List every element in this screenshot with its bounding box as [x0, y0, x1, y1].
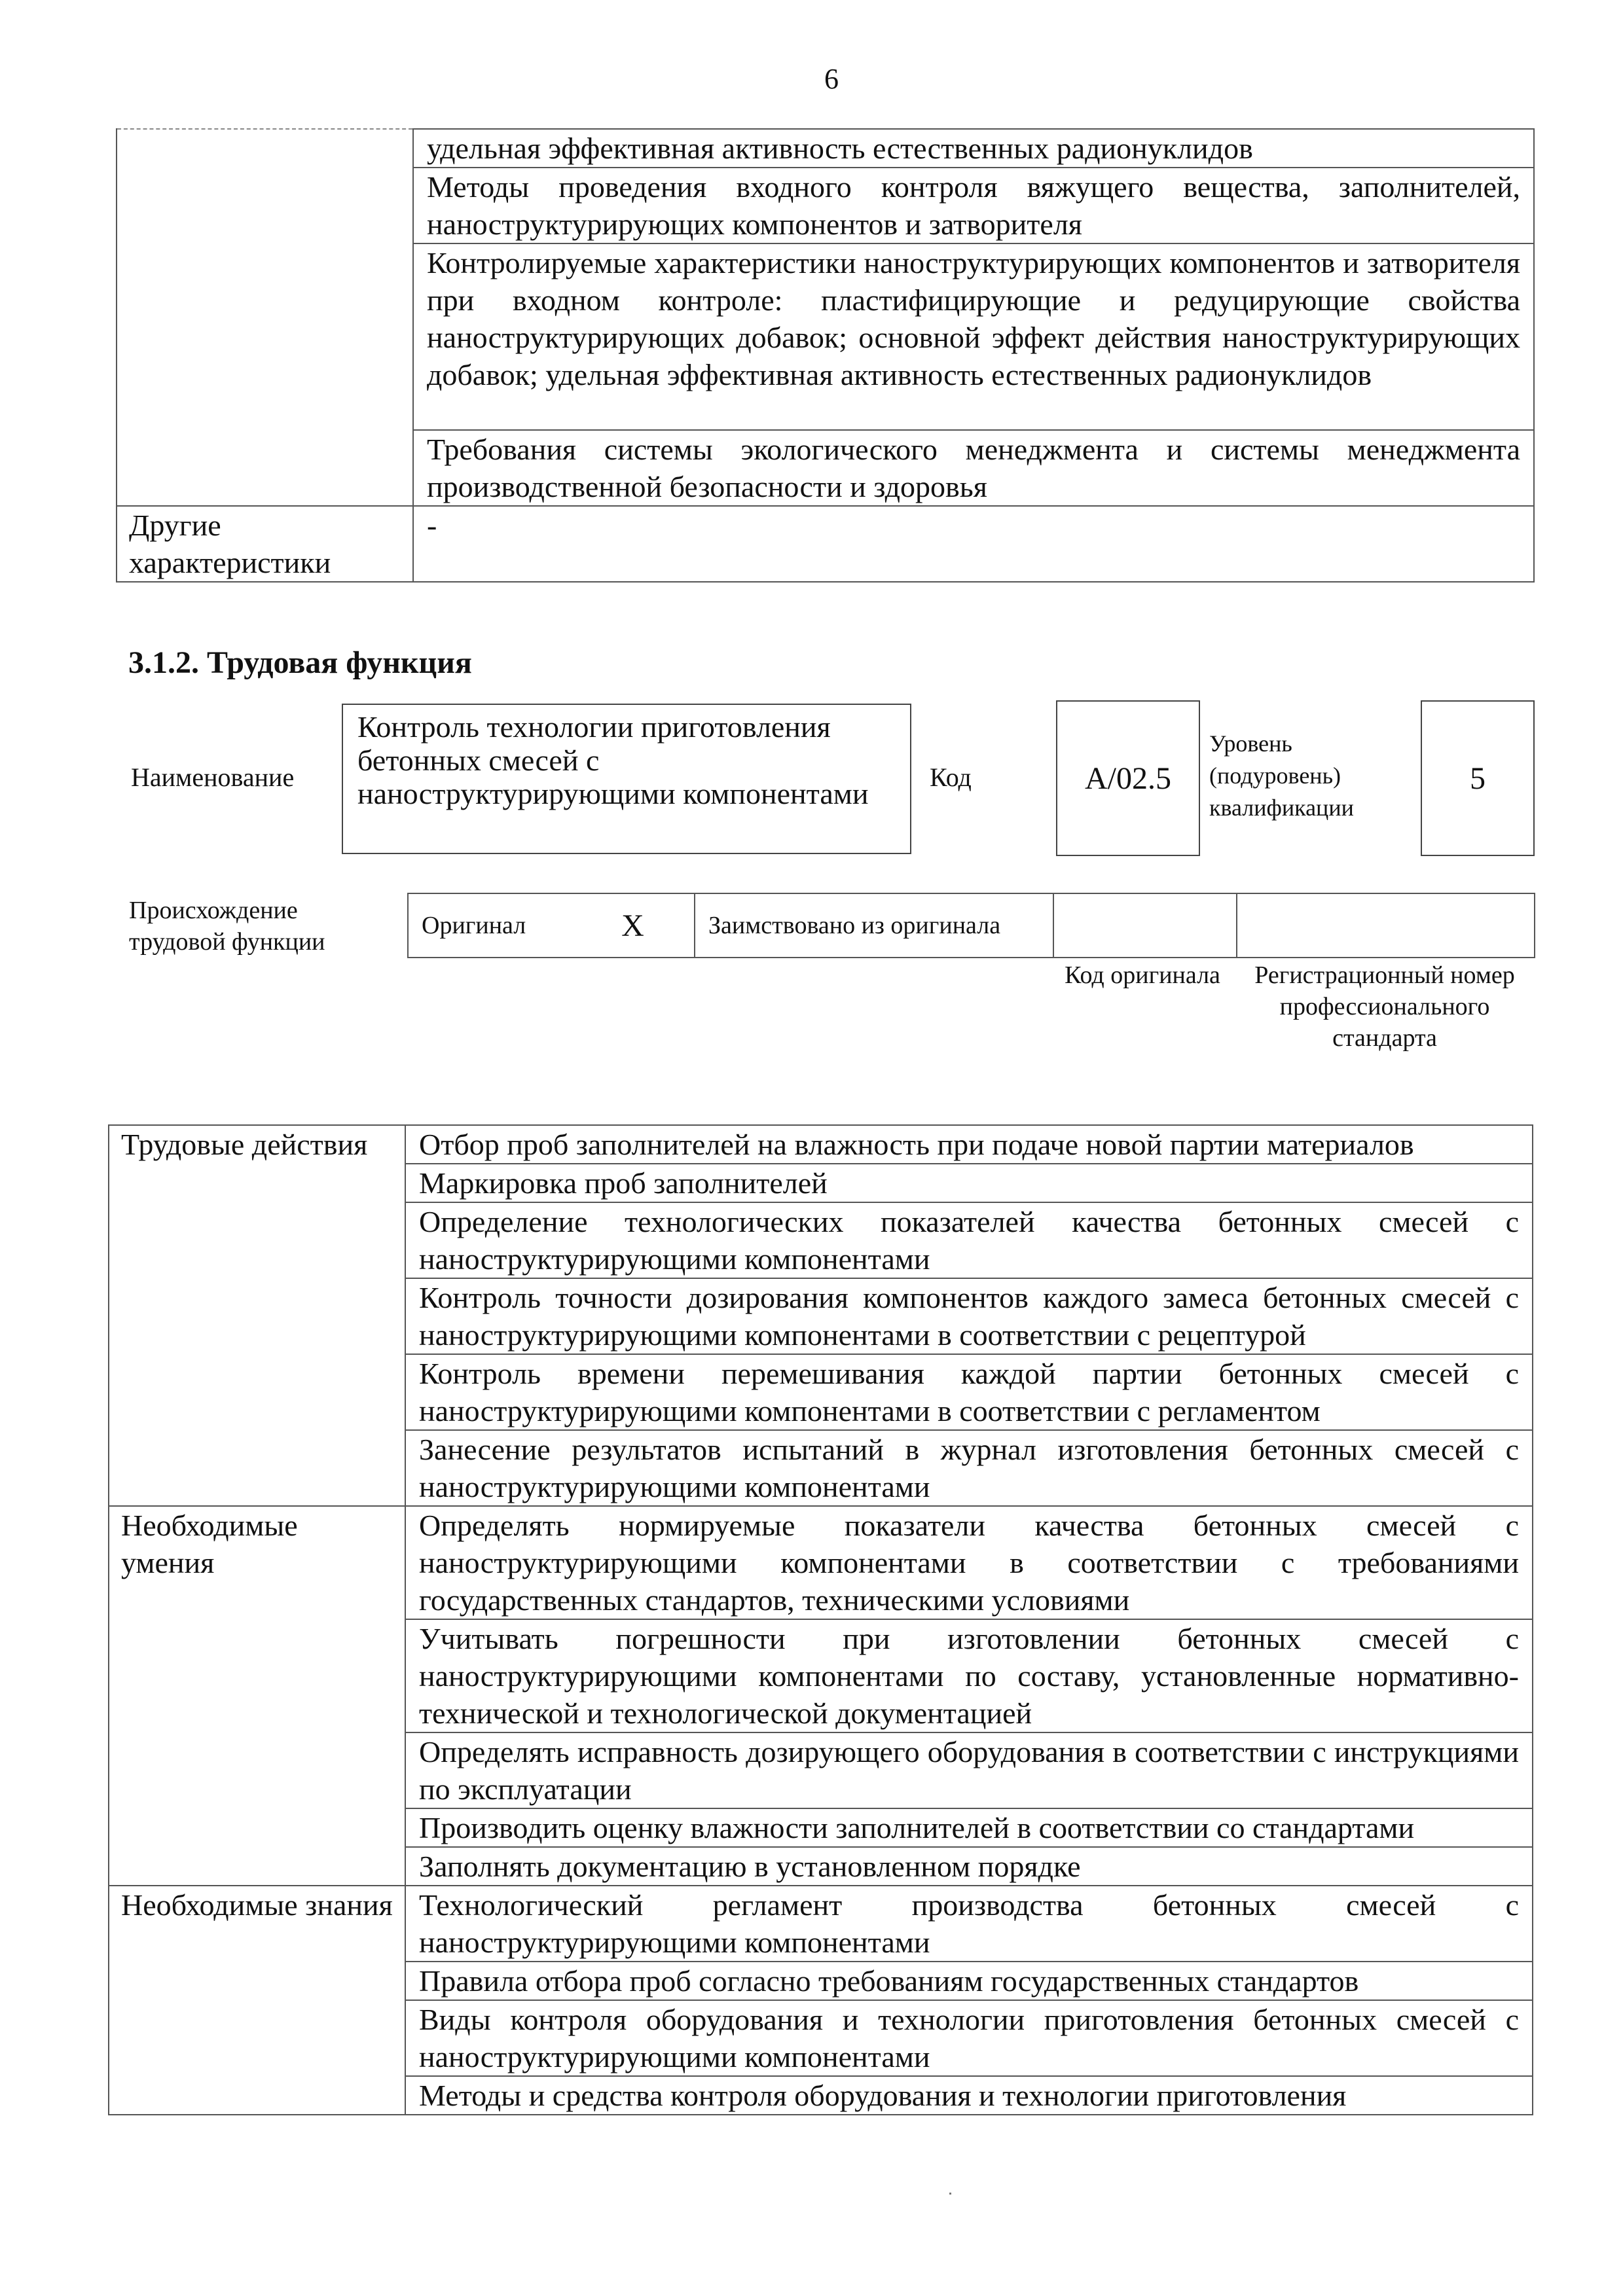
table-cell: Производить оценку влажности заполнителей в соответствии со стандартами: [405, 1808, 1533, 1847]
name-label: Наименование: [131, 762, 295, 792]
original-code-caption: Код оригинала: [1065, 961, 1220, 989]
table-row: [109, 1506, 1533, 1619]
level-box: 5: [1421, 700, 1535, 856]
required-skills-label: Необходимые умения: [109, 1506, 405, 1886]
labor-function-table: [108, 1124, 1533, 2115]
table-cell: Занесение результатов испытаний в журнал изготовления бетонных смесей с наноструктурирующими компонентами: [405, 1430, 1533, 1506]
table-cell: Технологический регламент производства бетонных смесей с наноструктурирующими компонентами: [405, 1886, 1533, 1962]
table-cell: Методы проведения входного контроля вяжущего вещества, заполнителей, наноструктурирующих компонентов и затворителя: [413, 168, 1534, 243]
labor-actions-label: Трудовые действия: [109, 1125, 405, 1506]
origin-table: [407, 893, 1535, 958]
continued-requirements-table: [116, 128, 1535, 583]
qualification-level-label: [1209, 728, 1354, 824]
original-label: Оригинал: [408, 893, 572, 958]
table-cell: Контролируемые характеристики наноструктурирующих компонентов и затворителя при входном контроле: пластифицирующие и редуцирующие свойства наноструктурирующих добавок; основной эффект действия наноструктурирующих добавок; удельная эффективная активность естественных радионуклидов: [413, 243, 1534, 430]
table-row: [117, 506, 1534, 582]
table-cell: Требования системы экологического менеджмента и системы менеджмента производственной безопасности и здоровья: [413, 430, 1534, 506]
page-number: 6: [824, 63, 839, 95]
other-characteristics-label: Другие характеристики: [117, 506, 413, 582]
registration-number-cell: [1237, 893, 1535, 958]
origin-label: Происхождение трудовой функции: [129, 897, 325, 956]
table-cell: удельная эффективная активность естественных радионуклидов: [413, 129, 1534, 168]
table-cell: Отбор проб заполнителей на влажность при подаче новой партии материалов: [405, 1125, 1533, 1164]
code-box: А/02.5: [1056, 700, 1200, 856]
registration-number-caption: Регистрационный номер профессионального стандарта: [1254, 961, 1515, 1052]
table-cell: Маркировка проб заполнителей: [405, 1164, 1533, 1202]
table-row: [408, 893, 1535, 958]
required-knowledge-label: Необходимые знания: [109, 1886, 405, 2115]
table-row: [109, 1886, 1533, 1962]
code-label: Код: [930, 762, 972, 792]
scan-speck: [949, 2193, 951, 2195]
table-row: [117, 129, 1534, 168]
table-cell: Виды контроля оборудования и технологии приготовления бетонных смесей с наноструктурирующими компонентами: [405, 2000, 1533, 2076]
original-code-cell: [1053, 893, 1237, 958]
table-row: [109, 1125, 1533, 1164]
borrowed-label: Заимствовано из оригинала: [695, 893, 1053, 958]
table-cell: Методы и средства контроля оборудования и технологии приготовления: [405, 2076, 1533, 2115]
level-label-line: Уровень: [1209, 730, 1292, 757]
level-label-line: квалификации: [1209, 795, 1354, 821]
other-characteristics-value: -: [413, 506, 1534, 582]
table-cell: Определение технологических показателей качества бетонных смесей с наноструктурирующими компонентами: [405, 1202, 1533, 1278]
function-name-box: Контроль технологии приготовления бетонных смесей с наноструктурирующими компонентами: [342, 704, 911, 854]
table-cell: Контроль точности дозирования компонентов каждого замеса бетонных смесей с наноструктурирующими компонентами в соответствии с рецептурой: [405, 1278, 1533, 1354]
level-label-line: (подуровень): [1209, 762, 1341, 789]
table-cell: Определять исправность дозирующего оборудования в соответствии с инструкциями по эксплуатации: [405, 1732, 1533, 1808]
table-cell: Учитывать погрешности при изготовлении бетонных смесей с наноструктурирующими компонентами по составу, установленные нормативно-технической и технологической документацией: [405, 1619, 1533, 1732]
table-cell: Контроль времени перемешивания каждой партии бетонных смесей с наноструктурирующими компонентами в соответствии с регламентом: [405, 1354, 1533, 1430]
table-cell: Заполнять документацию в установленном порядке: [405, 1847, 1533, 1886]
empty-label-cell: [117, 129, 413, 506]
table-cell: Определять нормируемые показатели качества бетонных смесей с наноструктурирующими компонентами в соответствии с требованиями государственных стандартов, техническими условиями: [405, 1506, 1533, 1619]
table-cell: Правила отбора проб согласно требованиям государственных стандартов: [405, 1962, 1533, 2000]
section-title: 3.1.2. Трудовая функция: [128, 645, 472, 680]
original-mark: X: [572, 893, 695, 958]
